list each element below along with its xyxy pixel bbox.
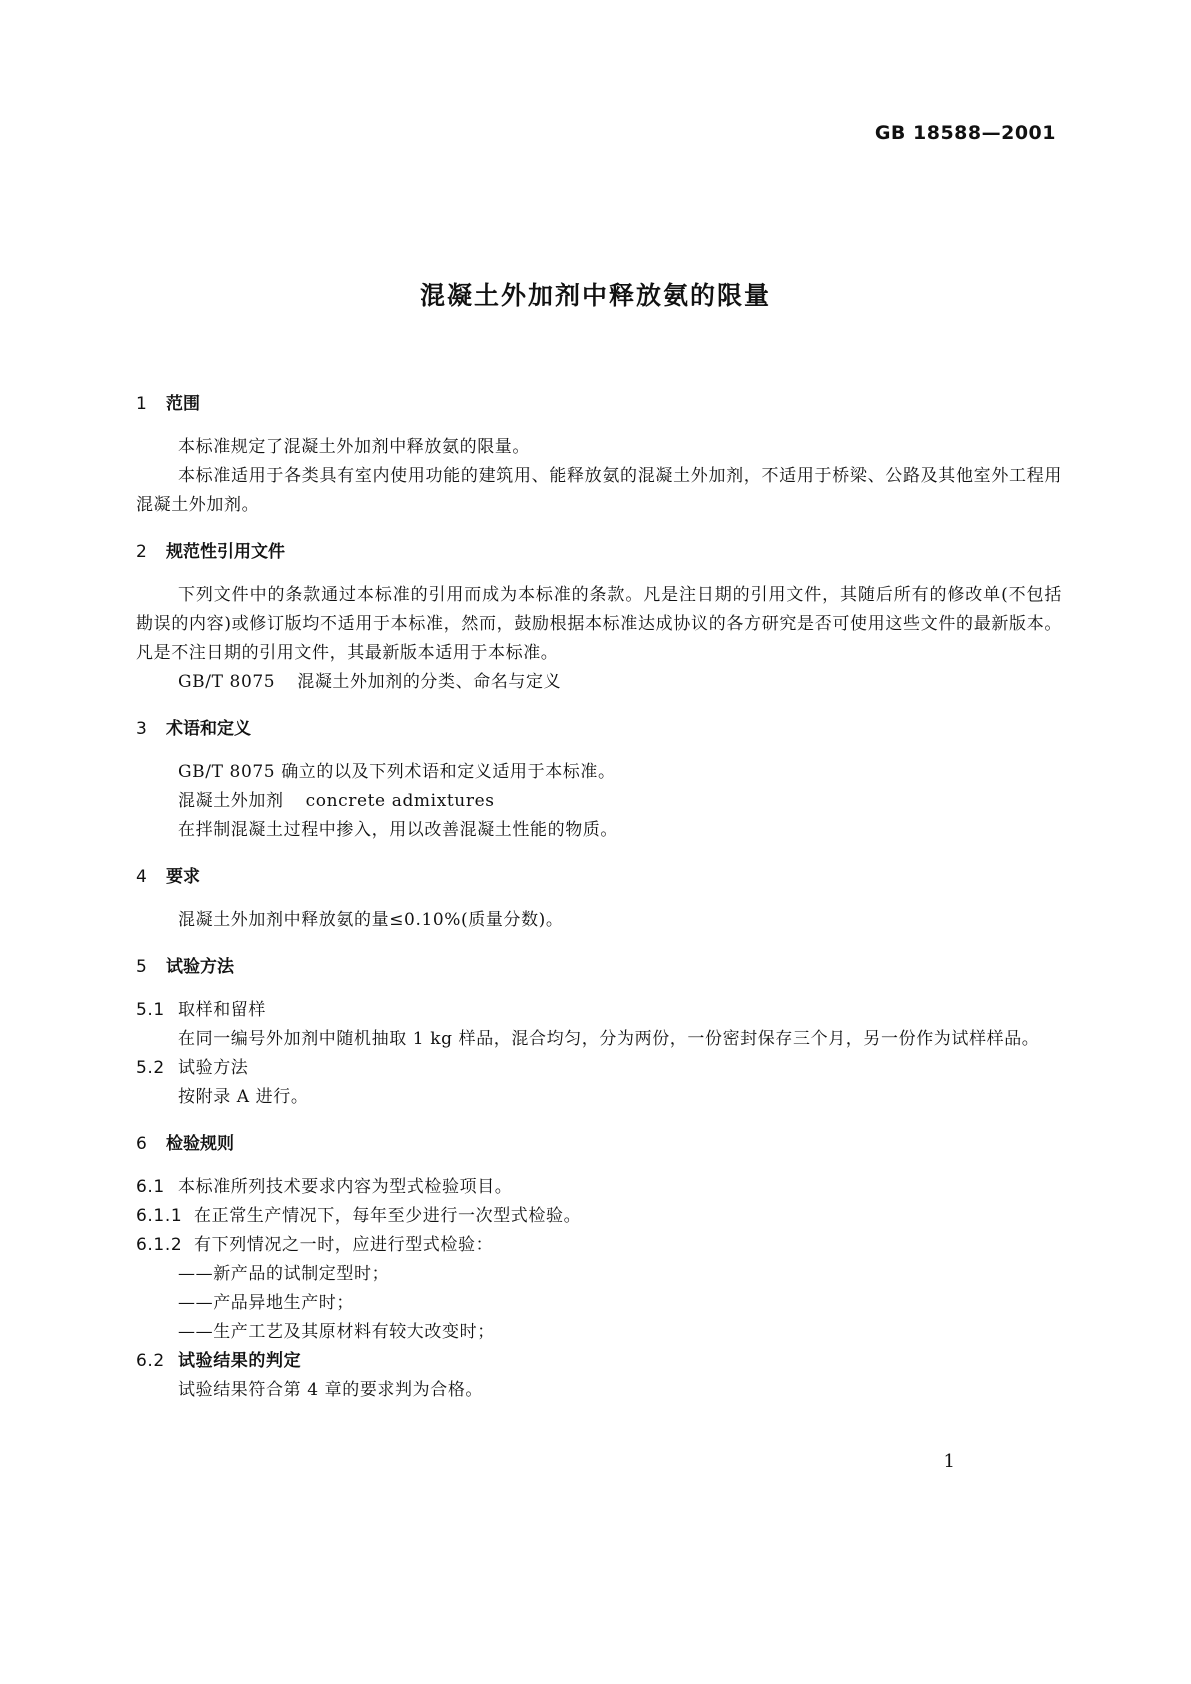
document-body xyxy=(136,390,1062,1405)
clause-6-1 xyxy=(136,1173,1062,1202)
section-4-heading xyxy=(136,863,1062,892)
section-number: 5 xyxy=(136,957,147,977)
clause-number: 6.1.1 xyxy=(136,1206,183,1226)
clause-number: 6.1 xyxy=(136,1177,165,1197)
section-title: 规范性引用文件 xyxy=(166,542,285,562)
section-title: 检验规则 xyxy=(166,1134,234,1154)
term-definition: 在拌制混凝土过程中掺入，用以改善混凝土性能的物质。 xyxy=(178,820,618,840)
dash-list-item: ——产品异地生产时； xyxy=(178,1293,354,1313)
subsection-number: 5.2 xyxy=(136,1058,165,1078)
subsection-title: 取样和留样 xyxy=(178,1000,266,1020)
section-title: 范围 xyxy=(166,394,200,414)
standard-code: GB 18588—2001 xyxy=(874,122,1056,144)
section-number: 3 xyxy=(136,719,147,739)
section-title: 试验方法 xyxy=(166,957,234,977)
paragraph: 本标准适用于各类具有室内使用功能的建筑用、能释放氨的混凝土外加剂，不适用于桥梁、公路及其他室外工程用混凝土外加剂。 xyxy=(136,466,1062,515)
term-english: concrete admixtures xyxy=(305,791,495,811)
page-number: 1 xyxy=(943,1451,955,1472)
clause-text: 本标准所列技术要求内容为型式检验项目。 xyxy=(178,1177,513,1197)
section-title: 要求 xyxy=(166,867,200,887)
paragraph: 本标准规定了混凝土外加剂中释放氨的限量。 xyxy=(178,437,530,457)
section-5-heading xyxy=(136,953,1062,982)
paragraph: 按附录 A 进行。 xyxy=(178,1087,309,1107)
paragraph: 试验结果符合第 4 章的要求判为合格。 xyxy=(178,1380,484,1400)
document-title: 混凝土外加剂中释放氨的限量 xyxy=(419,281,771,310)
clause-6-1-2 xyxy=(136,1231,1062,1260)
dash-list-item: ——新产品的试制定型时； xyxy=(178,1264,390,1284)
reference-entry xyxy=(136,668,1062,697)
section-number: 2 xyxy=(136,542,147,562)
reference-title: 混凝土外加剂的分类、命名与定义 xyxy=(297,672,562,692)
subsection-number: 5.1 xyxy=(136,1000,165,1020)
clause-number: 6.2 xyxy=(136,1351,165,1371)
clause-title: 试验结果的判定 xyxy=(178,1351,302,1371)
section-2-heading xyxy=(136,538,1062,567)
subsection-title: 试验方法 xyxy=(178,1058,249,1078)
paragraph: 下列文件中的条款通过本标准的引用而成为本标准的条款。凡是注日期的引用文件，其随后所有的修改单(不包括勘误的内容)或修订版均不适用于本标准，然而，鼓励根据本标准达成协议的各方研究是否可使用这些文件的最新版本。凡是不注日期的引用文件，其最新版本适用于本标准。 xyxy=(136,585,1062,663)
clause-number: 6.1.2 xyxy=(136,1235,183,1255)
section-title: 术语和定义 xyxy=(166,719,251,739)
term-chinese: 混凝土外加剂 xyxy=(178,791,284,811)
subsection-5-1 xyxy=(136,996,1062,1025)
paragraph: 混凝土外加剂中释放氨的量≤0.10%(质量分数)。 xyxy=(178,910,564,930)
clause-6-1-1 xyxy=(136,1202,1062,1231)
term-entry xyxy=(136,787,1062,816)
section-6-heading xyxy=(136,1130,1062,1159)
section-3-heading xyxy=(136,715,1062,744)
section-number: 1 xyxy=(136,394,147,414)
subsection-5-2 xyxy=(136,1054,1062,1083)
section-number: 6 xyxy=(136,1134,147,1154)
clause-text: 在正常生产情况下，每年至少进行一次型式检验。 xyxy=(194,1206,582,1226)
clause-text: 有下列情况之一时，应进行型式检验： xyxy=(194,1235,494,1255)
dash-list-item: ——生产工艺及其原材料有较大改变时； xyxy=(178,1322,495,1342)
reference-code: GB/T 8075 xyxy=(178,672,276,692)
section-1-heading xyxy=(136,390,1062,419)
paragraph: 在同一编号外加剂中随机抽取 1 kg 样品，混合均匀，分为两份，一份密封保存三个月，另一份作为试样样品。 xyxy=(178,1029,1040,1049)
section-number: 4 xyxy=(136,867,147,887)
clause-6-2 xyxy=(136,1347,1062,1376)
paragraph: GB/T 8075 确立的以及下列术语和定义适用于本标准。 xyxy=(178,762,616,782)
